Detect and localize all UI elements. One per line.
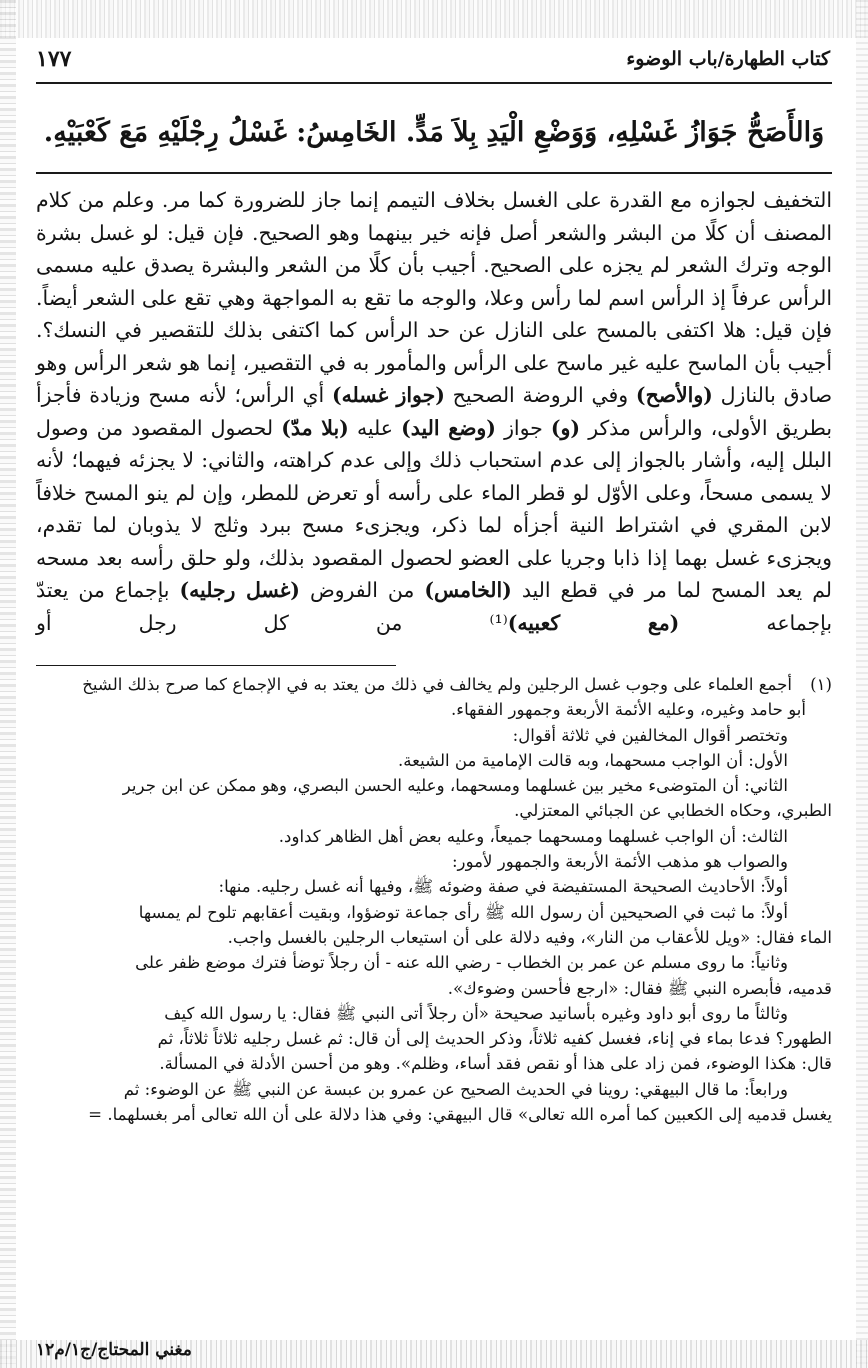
scan-edge-left [0,0,16,1368]
commentary-bold-term: (والأصح) [635,383,713,407]
commentary-text: جواز [504,415,543,440]
footnote-line: قال: هكذا الوضوء، فمن زاد على هذا أو نقص فقد أساء، وظلم». وهو من أحسن الأدلة في المسألة. [159,1054,832,1074]
commentary-text: من الفروض [309,578,415,602]
footnote-line: الطهور؟ فدعا بماء في إناء، فغسل كفيه ثلاثاً، وذكر الحديث إلى أن قال: ثم غسل رجليه ثلاثاً ثلاثاً، ثم [157,1029,832,1049]
commentary-text: ⁽¹⁾ من كل رجل أو [36,610,508,635]
page-number: ١٧٧ [36,46,72,72]
footnote-line: يغسل قدميه إلى الكعبين كما أمره الله تعالى» قال البيهقي: وفي هذا دلالة على أن الله تعالى أمر بغسلهما. = [88,1105,832,1125]
footnote-line: وثالثاً ما روى أبو داود وغيره بأسانيد صحيحة «أن رجلاً أتى النبي ﷺ فقال: يا رسول الله كيف [164,1003,788,1023]
commentary-text: عليه [356,415,393,440]
commentary-bold-term: (مع كعبيه) [507,610,680,635]
matn-divider [36,172,832,174]
commentary-text: التخفيف لجوازه مع القدرة على الغسل بخلاف التيمم إنما جاز للضرورة كما مر. وعلم من كلام المصنف أن كلًا من البشر والشعر أصل فإنه خير بينهما وهو الصحيح. فإن قيل: لو غسل بشرة الوجه وترك الشعر لم يجزه على الصحيح. أجيب بأن كلًا من الشعر والبشرة يصدق عليه مسمى الرأس عرفاً إذ الرأس اسم لما رأس وعلا، والوجه ما تقع به المواجهة وهي تقع على الشعر أيضاً. فإن قيل: هلا اكتفى بالمسح على النازل عن حد الرأس كما اكتفى بذلك للتقصير في النسك؟. أجيب بأن الماسح عليه غير ماسح على الرأس والمأمور به في التقصير، إنما هو شعر الرأس وهو صادق بالنازل [36,188,833,407]
footnote-line: الثالث: أن الواجب غسلهما ومسحهما جميعاً، وعليه بعض أهل الظاهر كداود. [278,826,788,846]
commentary-bold-term: (جواز غسله) [331,383,445,407]
commentary-body [36,184,832,639]
footnote-text: أجمع العلماء على وجوب غسل الرجلين ولم يخالف في ذلك من يعتد به في الإجماع كما صرح بذلك الشيخ [82,675,792,694]
footnote-line: أبو حامد وغيره، وعليه الأئمة الأربعة وجمهور الفقهاء. [451,700,806,720]
footnote-number: (١) [810,675,832,694]
footnote-line: وثانياً: ما روى مسلم عن عمر بن الخطاب - رضي الله عنه - أن رجلاً توضأ فترك موضع ظفر على [135,953,788,973]
commentary-bold-term: (و) [550,415,581,440]
commentary-bold-term: (الخامس) [424,578,512,602]
signature-mark: مغني المحتاج/ج١/م١٢ [36,1340,192,1360]
commentary-bold-term: (وضع اليد) [401,415,496,440]
chapter-title: كتاب الطهارة/باب الوضوء [626,48,830,70]
commentary-bold-term: (بلا مدّ) [281,415,349,440]
book-page [36,42,833,1360]
footnotes [36,672,832,1127]
footnote-line: ورابعاً: ما قال البيهقي: روينا في الحديث الصحيح عن عمرو بن عبسة عن النبي ﷺ عن الوضوء: ثم [123,1079,788,1099]
footnote-line: الثاني: أن المتوضىء مخير بين غسلهما ومسحهما، وعليه الحسن البصري، وهو ممكن عن ابن جرير [122,776,788,796]
footnote-line: والصواب هو مذهب الأئمة الأربعة والجمهور لأمور: [451,852,788,872]
commentary-text: أي الرأس؛ لأنه مسح وزيادة فأجزأ بطريق الأولى، والرأس مذكر [36,383,833,440]
footnote-line: الماء فقال: «ويل للأعقاب من النار»، وفيه دلالة على أن استيعاب الرجلين بالغسل واجب. [227,927,832,947]
footnote-line: الأول: أن الواجب مسحهما، وبه قالت الإمامية من الشيعة. [397,750,788,770]
footnote-line: أولاً: ما ثبت في الصحيحين أن رسول الله ﷺ رأى جماعة توضؤوا، وبقيت أعقابهم تلوح لم يمسها [138,902,788,922]
footnote-line [36,672,832,697]
commentary-paragraph [36,184,832,639]
scan-edge-top [0,0,868,38]
footnote-divider [36,665,396,666]
commentary-text: لحصول المقصود من وصول البلل إليه، وأشار بالجواز إلى عدم استحباب ذلك وإلى عدم كراهته، والثاني: لا يجزئه فيهما؛ لأنه لا يسمى مسحاً، وعلى الأوّل لو قطر الماء على رأسه أو تعرض للمطر، وإن لم ينو المسح خلافاً لابن المقري في اشتراط النية أجزأه لما ذكر، ويجزىء مسح ببرد وثلج لا يذوبان لما تقدم، ويجزىء غسل بهما إذا ذابا وجريا على العضو لحصول المقصود بذلك، ولو حلق رأسه بعد مسحه لم يعد المسح لما مر في قطع اليد [36,415,833,602]
commentary-text: بإجماع من يعتدّ بإجماعه [36,578,833,635]
running-header [36,42,832,84]
footnote-line: وتختصر أقوال المخالفين في ثلاثة أقوال: [512,725,788,745]
footnote-line: أولاً: الأحاديث الصحيحة المستفيضة في صفة وضوئه ﷺ، وفيها أنه غسل رجليه. منها: [218,877,788,897]
footnote-line: الطبري، وحكاه الخطابي عن الجبائي المعتزلي. [514,801,832,821]
footnote-line: قدميه، فأبصره النبي ﷺ فقال: «ارجع فأحسن وضوءك». [447,978,832,998]
commentary-bold-term: (غسل رجليه) [179,578,300,602]
commentary-text: وفي الروضة الصحيح [452,383,629,407]
scan-edge-right [856,0,868,1368]
main-text-matn: وَالأَصَحُّ جَوَازُ غَسْلِهِ، وَوَضْعِ الْيَدِ بِلاَ مَدٍّ. الخَامِسُ: غَسْلُ رِجْلَيْهِ مَعَ كَعْبَيْهِ. [43,117,825,148]
